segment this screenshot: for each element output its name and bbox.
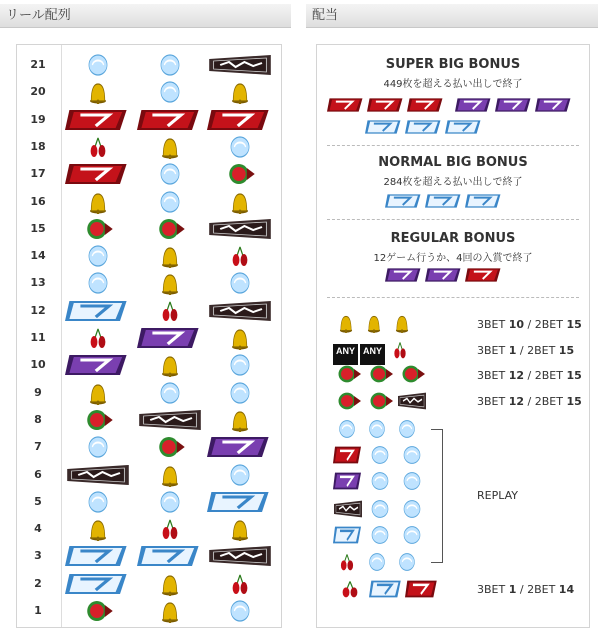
blue-seven-icon xyxy=(365,119,403,140)
red-seven-icon xyxy=(65,108,131,132)
bell-icon xyxy=(153,135,187,159)
purple-seven-icon xyxy=(455,97,493,118)
reel-position-number: 7 xyxy=(34,440,42,454)
symbol-combo xyxy=(385,193,503,214)
payout-header: 配当 xyxy=(306,4,598,28)
bell-icon xyxy=(153,572,187,596)
reel-row xyxy=(17,51,281,78)
replay-icon xyxy=(365,471,395,496)
replay-icon xyxy=(363,419,391,444)
reel-row xyxy=(17,488,281,515)
symbol-combo xyxy=(333,340,413,365)
watermelon-icon xyxy=(333,364,363,389)
bell-icon xyxy=(223,408,257,432)
reel-row xyxy=(17,297,281,324)
reel-row xyxy=(17,215,281,242)
cherry-combo-payout: 3BET 1 / 2BET 14 xyxy=(477,583,575,596)
replay-icon xyxy=(223,599,257,623)
payout-table xyxy=(316,44,590,628)
watermelon-icon xyxy=(333,391,363,416)
replay-icon xyxy=(223,135,257,159)
replay-icon xyxy=(397,445,427,470)
blue-seven-icon xyxy=(369,579,403,604)
replay-icon xyxy=(397,499,427,524)
red-seven-icon xyxy=(405,579,439,604)
red-seven-icon xyxy=(465,267,503,288)
super-big-bonus-desc: 449枚を超える払い出しで終了 xyxy=(383,79,523,90)
purple-seven-icon xyxy=(425,267,463,288)
normal-big-bonus-desc: 284枚を超える払い出しで終了 xyxy=(383,177,523,188)
reel-position-number: 19 xyxy=(30,112,46,126)
replay-bracket xyxy=(431,429,443,563)
bell-icon xyxy=(81,381,115,405)
watermelon-icon xyxy=(365,391,395,416)
symbol-combo xyxy=(333,313,415,338)
reel-position-number: 18 xyxy=(30,139,46,153)
purple-seven-icon xyxy=(207,435,273,459)
blue-seven-icon xyxy=(465,193,503,214)
bell-icon xyxy=(223,80,257,104)
reel-row xyxy=(17,406,281,433)
reel-position-number: 15 xyxy=(30,221,46,235)
symbol-combo xyxy=(385,267,503,288)
bell-icon xyxy=(153,599,187,623)
blue-seven-icon xyxy=(137,544,203,568)
cherry-icon xyxy=(387,340,413,365)
purple-seven-icon xyxy=(535,97,573,118)
replay-icon xyxy=(153,162,187,186)
reel-row xyxy=(17,597,281,624)
bar-icon xyxy=(397,391,427,416)
reel-position-number: 1 xyxy=(34,604,42,617)
watermelon-icon xyxy=(365,364,395,389)
reel-position-number: 12 xyxy=(30,303,46,317)
cherry-icon xyxy=(333,579,367,604)
reel-position-number: 11 xyxy=(30,331,46,344)
blue-seven-icon xyxy=(65,572,131,596)
reel-position-number: 8 xyxy=(34,412,42,426)
purple-seven-icon xyxy=(333,471,363,496)
replay-icon xyxy=(397,525,427,550)
red-seven-icon xyxy=(407,97,445,118)
bell-icon xyxy=(153,271,187,295)
bell-icon xyxy=(223,326,257,350)
replay-icon xyxy=(153,80,187,104)
replay-icon xyxy=(223,271,257,295)
replay-icon xyxy=(397,471,427,496)
replay-label: REPLAY xyxy=(477,489,518,502)
reel-position-number: 2 xyxy=(34,576,42,590)
cherry-icon xyxy=(333,552,361,577)
bar-icon xyxy=(207,217,273,241)
purple-seven-icon xyxy=(495,97,533,118)
watermelon-icon xyxy=(81,408,115,432)
reel-position-number: 20 xyxy=(30,85,46,99)
any-symbol-label: ANY xyxy=(360,344,385,365)
replay-icon xyxy=(153,53,187,77)
blue-seven-icon xyxy=(333,525,363,550)
replay-icon xyxy=(393,419,421,444)
reel-row xyxy=(17,570,281,597)
watermelon-payout: 3BET 12 / 2BET 15 xyxy=(477,369,582,382)
bar-icon xyxy=(137,408,203,432)
replay-icon xyxy=(363,552,391,577)
bar-icon xyxy=(65,463,131,487)
reel-strip-table xyxy=(16,44,282,628)
symbol-combo xyxy=(327,97,445,118)
cherry-icon xyxy=(81,135,115,159)
reel-position-number: 16 xyxy=(30,194,46,208)
symbol-combo xyxy=(333,391,427,416)
purple-seven-icon xyxy=(65,353,131,377)
replay-icon xyxy=(81,53,115,77)
regular-bonus-desc: 12ゲーム行うか、4回の入賞で終了 xyxy=(373,253,533,264)
reel-row xyxy=(17,351,281,378)
replay-icon xyxy=(153,190,187,214)
cherry-icon xyxy=(153,517,187,541)
purple-seven-icon xyxy=(137,326,203,350)
blue-seven-icon xyxy=(65,544,131,568)
reel-position-number: 14 xyxy=(30,249,46,263)
reel-layout-header: リール配列 xyxy=(0,4,291,28)
replay-icon xyxy=(365,445,395,470)
watermelon-icon xyxy=(153,217,187,241)
replay-icon xyxy=(81,435,115,459)
red-seven-icon xyxy=(367,97,405,118)
symbol-combo xyxy=(333,445,427,470)
symbol-combo xyxy=(333,525,427,550)
replay-icon xyxy=(365,525,395,550)
replay-icon xyxy=(153,381,187,405)
normal-big-bonus-title: NORMAL BIG BONUS xyxy=(378,155,528,170)
blue-seven-icon xyxy=(425,193,463,214)
blue-seven-icon xyxy=(445,119,483,140)
bar-icon xyxy=(333,499,363,524)
bell-icon xyxy=(81,190,115,214)
regular-bonus-title: REGULAR BONUS xyxy=(390,231,516,246)
bar-icon xyxy=(207,544,273,568)
cherry-icon xyxy=(223,572,257,596)
symbol-combo xyxy=(333,364,427,389)
super-big-bonus-title: SUPER BIG BONUS xyxy=(385,57,521,72)
watermelon-bar-payout: 3BET 12 / 2BET 15 xyxy=(477,395,582,408)
red-seven-icon xyxy=(207,108,273,132)
symbol-combo xyxy=(333,579,439,604)
symbol-combo xyxy=(333,419,421,444)
reel-position-number: 6 xyxy=(34,467,42,481)
bar-icon xyxy=(207,299,273,323)
replay-icon xyxy=(81,271,115,295)
watermelon-icon xyxy=(397,364,427,389)
reel-row xyxy=(17,542,281,569)
replay-icon xyxy=(153,490,187,514)
reel-row xyxy=(17,515,281,542)
bell-payout: 3BET 10 / 2BET 15 xyxy=(477,318,582,331)
purple-seven-icon xyxy=(385,267,423,288)
bell-icon xyxy=(361,313,387,338)
cherry-icon xyxy=(153,299,187,323)
watermelon-icon xyxy=(81,217,115,241)
symbol-combo xyxy=(333,499,427,524)
bell-icon xyxy=(223,190,257,214)
bell-icon xyxy=(223,517,257,541)
reel-position-number: 4 xyxy=(34,522,42,536)
watermelon-icon xyxy=(81,599,115,623)
replay-icon xyxy=(393,552,421,577)
bell-icon xyxy=(153,244,187,268)
reel-row xyxy=(17,106,281,133)
bell-icon xyxy=(81,80,115,104)
blue-seven-icon xyxy=(405,119,443,140)
reel-position-number: 17 xyxy=(30,167,46,181)
any-symbol-label: ANY xyxy=(333,344,358,365)
cherry-payout: 3BET 1 / 2BET 15 xyxy=(477,344,575,357)
blue-seven-icon xyxy=(385,193,423,214)
reel-position-number: 10 xyxy=(30,358,46,372)
blue-seven-icon xyxy=(65,299,131,323)
replay-icon xyxy=(333,419,361,444)
replay-icon xyxy=(365,499,395,524)
reel-row xyxy=(17,433,281,460)
symbol-combo xyxy=(333,552,421,577)
reel-position-number: 3 xyxy=(34,549,42,563)
red-seven-icon xyxy=(137,108,203,132)
symbol-combo xyxy=(333,471,427,496)
bell-icon xyxy=(333,313,359,338)
bell-icon xyxy=(81,517,115,541)
reel-row xyxy=(17,188,281,215)
watermelon-icon xyxy=(223,162,257,186)
replay-icon xyxy=(223,381,257,405)
red-seven-icon xyxy=(327,97,365,118)
reel-position-number: 9 xyxy=(34,385,42,399)
reel-row xyxy=(17,160,281,187)
replay-icon xyxy=(81,490,115,514)
bell-icon xyxy=(153,353,187,377)
red-seven-icon xyxy=(333,445,363,470)
replay-icon xyxy=(223,463,257,487)
replay-icon xyxy=(223,353,257,377)
reel-row xyxy=(17,269,281,296)
reel-row xyxy=(17,461,281,488)
blue-seven-icon xyxy=(207,490,273,514)
reel-row xyxy=(17,242,281,269)
bell-icon xyxy=(389,313,415,338)
bell-icon xyxy=(153,463,187,487)
reel-row xyxy=(17,133,281,160)
reel-position-number: 21 xyxy=(30,58,46,71)
cherry-icon xyxy=(223,244,257,268)
reel-position-number: 13 xyxy=(30,276,46,290)
reel-row xyxy=(17,78,281,105)
red-seven-icon xyxy=(65,162,131,186)
reel-row xyxy=(17,324,281,351)
cherry-icon xyxy=(81,326,115,350)
reel-position-number: 5 xyxy=(34,494,42,508)
replay-icon xyxy=(81,244,115,268)
reel-row xyxy=(17,379,281,406)
watermelon-icon xyxy=(153,435,187,459)
symbol-combo xyxy=(365,119,483,140)
bar-icon xyxy=(207,53,273,77)
symbol-combo xyxy=(455,97,573,118)
